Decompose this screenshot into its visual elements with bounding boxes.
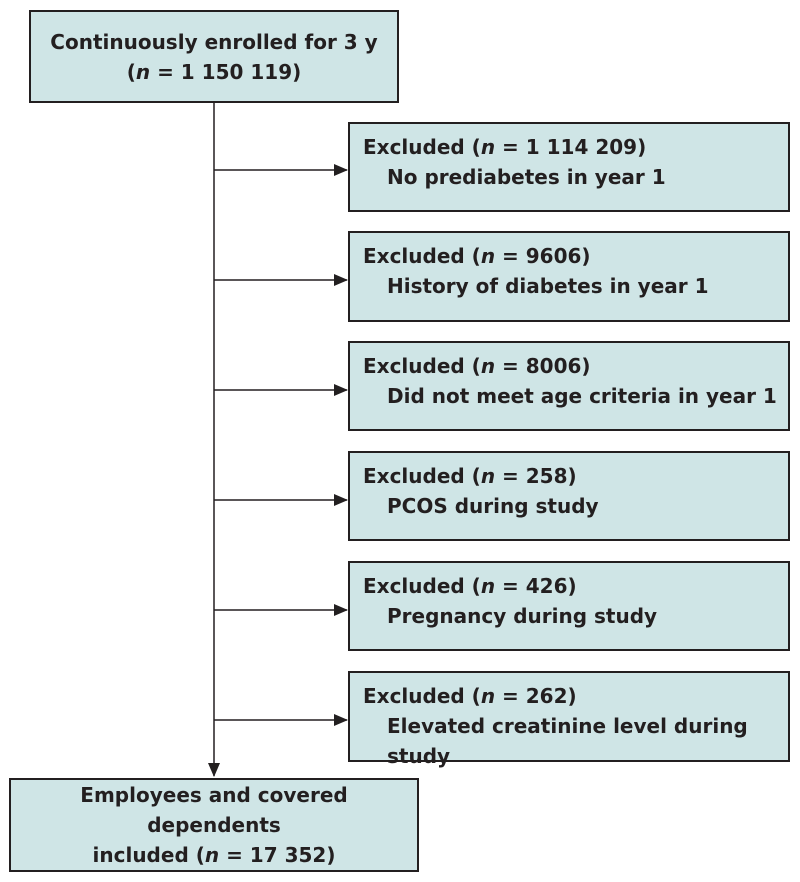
exclusion-reason: Pregnancy during study <box>387 604 658 628</box>
enrolled-label: Continuously enrolled for 3 y <box>50 29 378 54</box>
exclusion-count: Excluded (n = 262) <box>363 684 577 708</box>
exclusion-box-2 <box>348 231 790 322</box>
included-count: included (n = 17 352) <box>92 843 336 867</box>
enrolled-count: (n = 1 150 119) <box>126 59 302 84</box>
exclusion-reason: No prediabetes in year 1 <box>387 165 666 189</box>
exclusion-box-3 <box>348 341 790 431</box>
exclusion-reason: History of diabetes in year 1 <box>387 274 709 298</box>
exclusion-count: Excluded (n = 8006) <box>363 354 591 378</box>
exclusion-box-5 <box>348 561 790 651</box>
exclusion-reason: Elevated creatinine level during study <box>387 714 748 768</box>
included-label: Employees and covered dependents <box>80 783 348 837</box>
exclusion-count: Excluded (n = 9606) <box>363 244 591 268</box>
enrolled-box <box>29 10 399 103</box>
exclusion-reason: Did not meet age criteria in year 1 <box>387 384 777 408</box>
exclusion-reason: PCOS during study <box>387 494 599 518</box>
exclusion-count: Excluded (n = 1 114 209) <box>363 135 647 159</box>
exclusion-count: Excluded (n = 258) <box>363 464 577 488</box>
exclusion-box-6 <box>348 671 790 768</box>
included-box <box>9 778 419 872</box>
exclusion-count: Excluded (n = 426) <box>363 574 577 598</box>
exclusion-box-1 <box>348 122 790 212</box>
exclusion-box-4 <box>348 451 790 541</box>
